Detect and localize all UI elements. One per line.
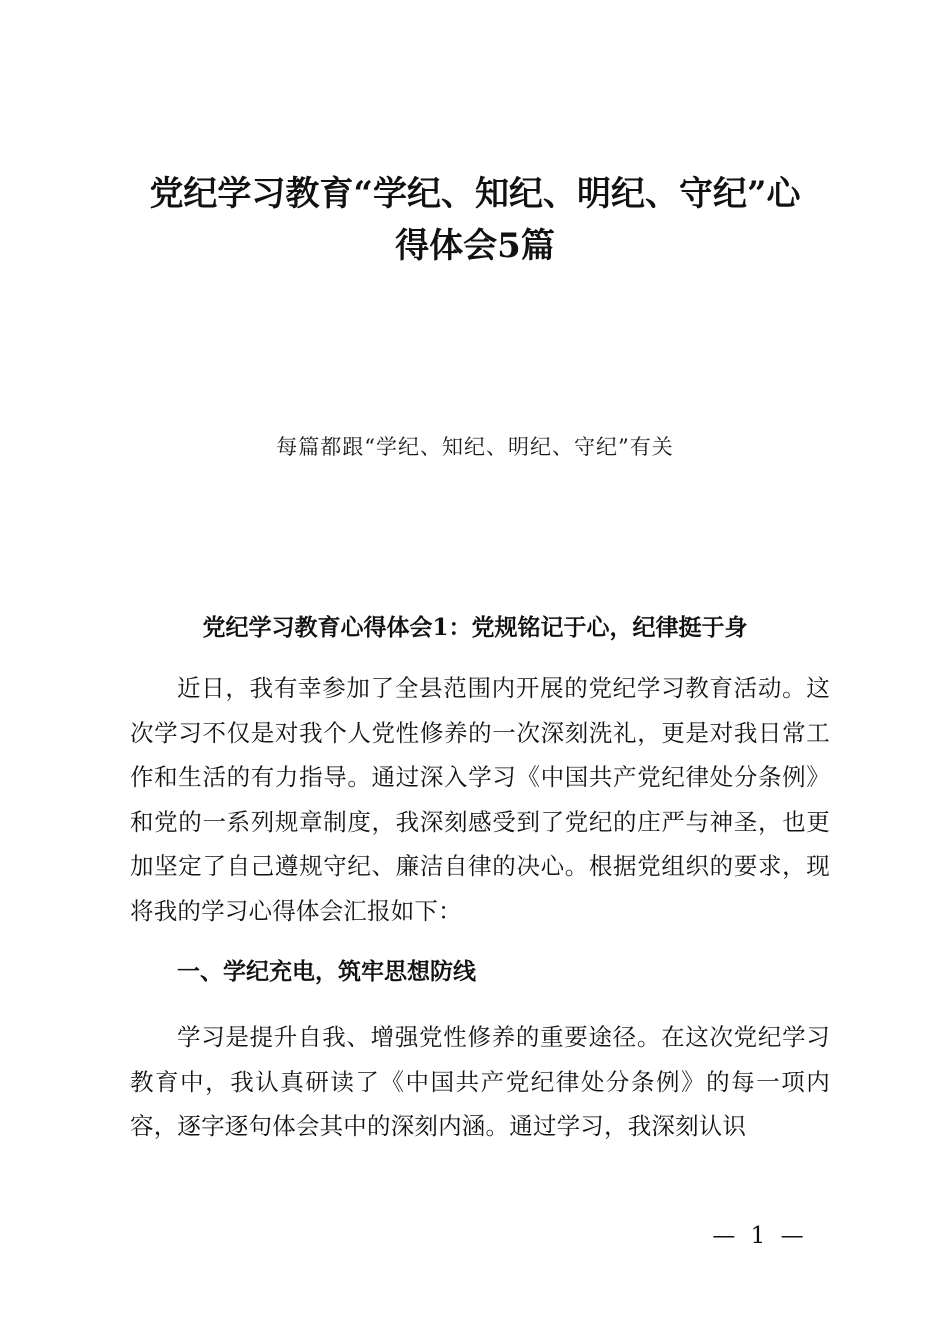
body-paragraph-2: 学习是提升自我、增强党性修养的重要途径。在这次党纪学习教育中，我认真研读了《中国共产党纪律处分条例》的每一项内容，逐字逐句体会其中的深刻内涵。通过学习，我深刻认识	[130, 1023, 830, 1141]
document-title-line-2: 得体会5篇	[395, 226, 555, 266]
document-title-line-1: 党纪学习教育“学纪、知纪、明纪、守纪”心	[149, 174, 801, 214]
sub-heading-1: 一、学纪充电，筑牢思想防线	[177, 959, 476, 985]
body-paragraph-1: 近日，我有幸参加了全县范围内开展的党纪学习教育活动。这次学习不仅是对我个人党性修养的一次深刻洗礼，更是对我日常工作和生活的有力指导。通过深入学习《中国共产党纪律处分条例》和党的一系列规章制度，我深刻感受到了党纪的庄严与神圣，也更加坚定了自己遵规守纪、廉洁自律的决心。根据党组织的要求，现将我的学习心得体会汇报如下：	[130, 674, 830, 925]
document-subtitle: 每篇都跟“学纪、知纪、明纪、守纪”有关	[276, 435, 674, 459]
page-number: — 1 —	[712, 1223, 808, 1249]
document-title	[100, 168, 850, 272]
section-heading: 党纪学习教育心得体会1：党规铭记于心，纪律挺于身	[202, 614, 748, 641]
